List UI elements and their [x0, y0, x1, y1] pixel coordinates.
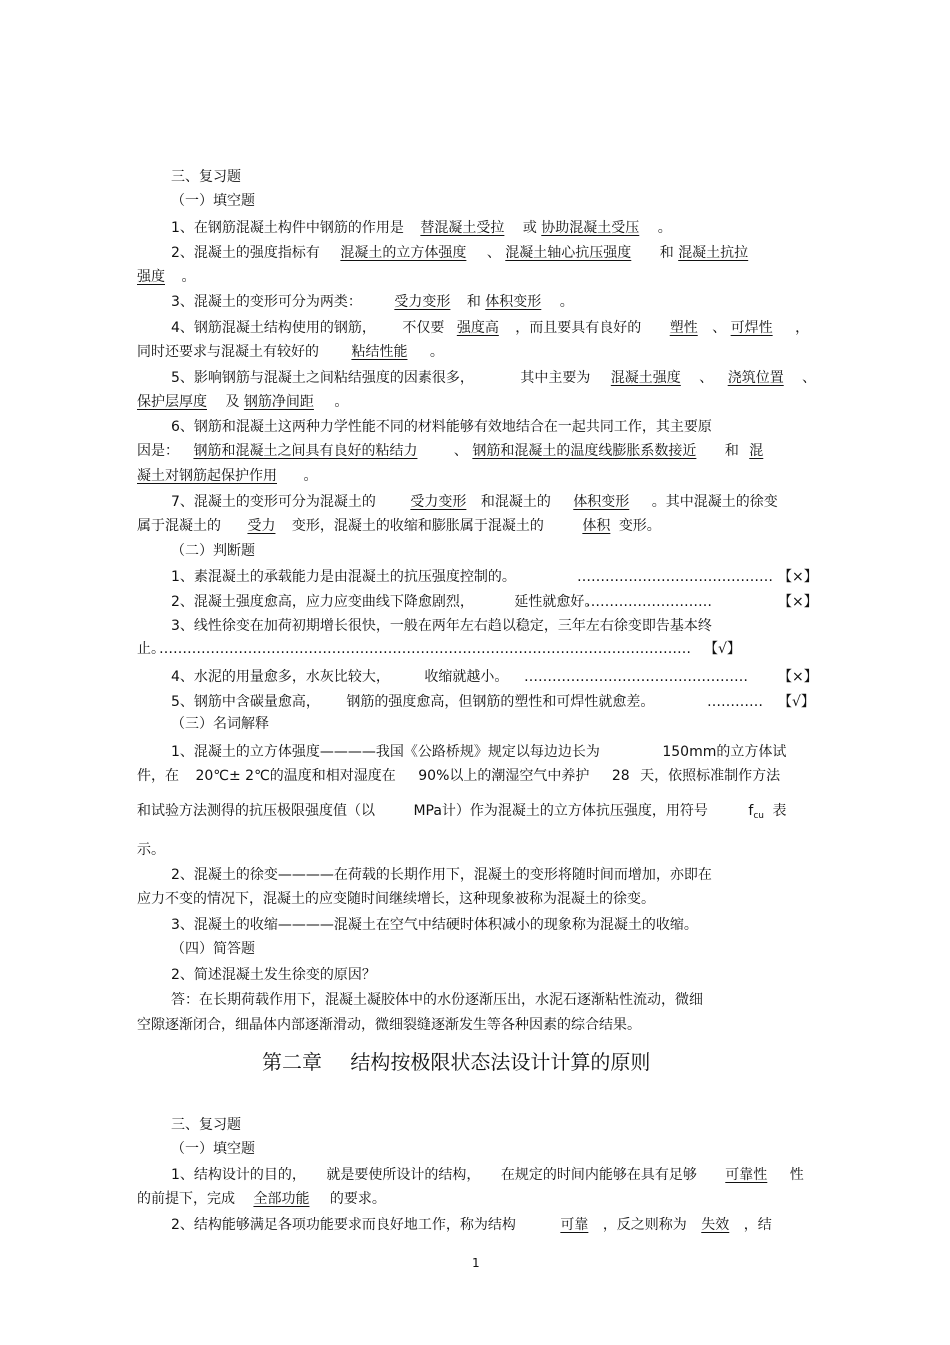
- question-text: 4、钢筋混凝土结构使用的钢筋，: [171, 320, 376, 336]
- judge-text: 钢筋的强度愈高，但钢筋的塑性和可焊性就愈差。: [346, 694, 655, 710]
- question-text: 、: [486, 245, 501, 261]
- question-text: 和: [724, 443, 739, 459]
- term-text: 和试验方法测得的抗压极限强度值（以: [137, 803, 375, 819]
- fill-question-7: [171, 493, 778, 511]
- judge-heading: （二）判断题: [171, 543, 255, 559]
- term-text: 1、混凝土的立方体强度————我国《公路桥规》规定以每边边长为: [171, 744, 600, 760]
- judge-text: 5、钢筋中含碳量愈高，: [171, 694, 320, 710]
- term-text: 28: [611, 768, 630, 784]
- question-text: 、: [712, 320, 727, 336]
- fill-question-4-cont: [137, 343, 444, 361]
- term-text: 20℃± 2℃的温度和相对湿度在: [195, 768, 396, 784]
- question-text: 2、混凝土的强度指标有: [171, 245, 320, 261]
- term-text: MPa计）作为混凝土的立方体抗压强度，用符号: [413, 803, 708, 819]
- judge-text: 4、水泥的用量愈多，水灰比较大，: [171, 669, 390, 685]
- question-text: 就是要使所设计的结构，: [326, 1167, 481, 1183]
- fill-question-2: [171, 244, 756, 262]
- leader-dots: ……………………………………………………………………………………………………: [159, 641, 691, 657]
- answer-blank: 混凝土轴心抗压强度: [505, 245, 632, 261]
- answer-blank: 体积: [582, 518, 611, 534]
- fill-heading: （一）填空题: [171, 193, 255, 209]
- question-text: 同时还要求与混凝土有较好的: [137, 344, 319, 360]
- judge-text: 2、混凝土强度愈高，应力应变曲线下降愈剧烈，: [171, 594, 474, 610]
- judge-item-5: [171, 693, 654, 711]
- question-text: 的前提下，完成: [137, 1191, 235, 1207]
- answer-blank: 体积变形: [485, 294, 542, 310]
- question-text: 属于混凝土的: [137, 518, 221, 534]
- question-text: 。: [657, 220, 672, 236]
- question-text: ，: [795, 320, 810, 336]
- term-text: 90%以上的潮湿空气中养护: [418, 768, 590, 784]
- answer-blank: 保护层厚度: [137, 394, 207, 410]
- leader-dots: ……………………………………: [577, 569, 773, 585]
- judge-item-3-cont: 止。: [137, 641, 165, 657]
- judge-item-1: 1、素混凝土的承载能力是由混凝土的抗压强度控制的。: [171, 569, 516, 585]
- term-text: 表: [772, 803, 787, 819]
- leader-dots: ………………………: [586, 594, 712, 610]
- ch2-fill-question-1-cont: [137, 1190, 386, 1208]
- leader-dots: …………: [707, 694, 763, 710]
- answer-blank: 混: [749, 443, 764, 459]
- question-text: 和: [659, 245, 674, 261]
- fill-question-2-cont: [137, 268, 195, 286]
- answer-blank: 塑性: [669, 320, 698, 336]
- term-2-line-2: 应力不变的情况下，混凝土的应变随时间继续增长，这种现象被称为混凝土的徐变。: [137, 891, 655, 907]
- question-text: 3、混凝土的变形可分为两类：: [171, 294, 362, 310]
- ch2-fill-question-1: [171, 1166, 804, 1184]
- term-text: 150mm的立方体试: [662, 744, 787, 760]
- answer-blank: 可靠性: [725, 1167, 768, 1183]
- short-answer-heading: （四）简答题: [171, 941, 255, 957]
- judge-text: 收缩就越小。: [424, 669, 509, 685]
- judge-mark: 【×】: [778, 669, 818, 685]
- question-text: 因是：: [137, 443, 179, 459]
- term-3-line-1: 3、混凝土的收缩————混凝土在空气中结硬时体积减小的现象称为混凝土的收缩。: [171, 917, 698, 933]
- answer-blank: 混凝土的立方体强度: [340, 245, 467, 261]
- question-text: 或: [522, 220, 537, 236]
- question-text: 。: [334, 394, 349, 410]
- question-text: 不仅要: [402, 320, 445, 336]
- answer-blank: 全部功能: [253, 1191, 310, 1207]
- term-text: 天，依照标准制作方法: [640, 768, 781, 784]
- short-question: 2、简述混凝土发生徐变的原因？: [171, 967, 376, 983]
- question-text: 、: [453, 443, 468, 459]
- fill-question-6-cont: [137, 442, 763, 460]
- answer-blank: 受力变形: [410, 494, 467, 510]
- answer-blank: 协助混凝土受压: [541, 220, 640, 236]
- judge-item-2: [171, 593, 598, 611]
- fill-question-4: [171, 319, 809, 337]
- answer-blank: 受力: [247, 518, 276, 534]
- answer-blank: 浇筑位置: [727, 370, 784, 386]
- question-text: 、: [699, 370, 714, 386]
- answer-blank: 钢筋和混凝土的温度线膨胀系数接近: [472, 443, 697, 459]
- question-text: 。: [429, 344, 444, 360]
- chapter-name: 结构按极限状态法设计计算的原则: [350, 1050, 651, 1074]
- answer-blank: 凝土对钢筋起保护作用: [137, 468, 277, 484]
- answer-blank: 可焊性: [730, 320, 773, 336]
- fill-heading: （一）填空题: [171, 1141, 255, 1157]
- question-text: 。: [559, 294, 574, 310]
- question-text: 在规定的时间内能够在具有足够: [500, 1167, 697, 1183]
- answer-blank: 失效: [701, 1217, 730, 1233]
- page-number: 1: [472, 1256, 480, 1270]
- question-text: 性: [789, 1167, 804, 1183]
- answer-blank: 体积变形: [573, 494, 630, 510]
- term-1-line-4: 示。: [137, 842, 165, 858]
- leader-dots: …………………………………………: [524, 669, 748, 685]
- fill-question-5: [171, 369, 816, 387]
- fill-question-3: [171, 293, 574, 311]
- question-text: 变形，混凝土的收缩和膨胀属于混凝土的: [291, 518, 544, 534]
- question-text: 及: [225, 394, 240, 410]
- question-text: ，反之则称为: [602, 1217, 687, 1233]
- term-1-line-2: [137, 767, 780, 785]
- question-text: 。其中混凝土的徐变: [651, 494, 778, 510]
- symbol-f: f: [748, 803, 754, 819]
- answer-blank: 粘结性能: [351, 344, 408, 360]
- question-text: 1、结构设计的目的，: [171, 1167, 306, 1183]
- judge-text: 延性就愈好。: [514, 594, 599, 610]
- answer-blank: 强度: [137, 269, 165, 285]
- term-1-line-3: [137, 802, 786, 825]
- question-text: 和混凝土的: [480, 494, 551, 510]
- question-text: ，结: [743, 1217, 772, 1233]
- question-text: 2、结构能够满足各项功能要求而良好地工作，称为结构: [171, 1217, 516, 1233]
- question-text: 变形。: [618, 518, 661, 534]
- short-answer-line-1: 答：在长期荷载作用下，混凝土凝胶体中的水份逐渐压出，水泥石逐渐粘性流动，微细: [171, 992, 703, 1008]
- question-text: 5、影响钢筋与混凝土之间粘结强度的因素很多，: [171, 370, 474, 386]
- judge-mark: 【√】: [778, 694, 815, 710]
- answer-blank: 混凝土强度: [610, 370, 681, 386]
- answer-blank: 钢筋和混凝土之间具有良好的粘结力: [193, 443, 418, 459]
- judge-item-4: [171, 668, 508, 686]
- fill-question-7-cont: [137, 517, 661, 535]
- term-text: 件，在: [137, 768, 179, 784]
- answer-blank: 混凝土抗拉: [678, 245, 749, 261]
- term-heading: （三）名词解释: [171, 716, 269, 732]
- answer-blank: 可靠: [560, 1217, 589, 1233]
- answer-blank: 受力变形: [394, 294, 451, 310]
- chapter-title: [262, 1049, 650, 1075]
- term-1-line-1: [171, 743, 786, 761]
- question-text: 。: [303, 468, 318, 484]
- answer-blank: 强度高: [456, 320, 499, 336]
- fill-question-6: 6、钢筋和混凝土这两种力学性能不同的材料能够有效地结合在一起共同工作，其主要原: [171, 419, 712, 435]
- answer-blank: 钢筋净间距: [243, 394, 314, 410]
- question-text: 和: [466, 294, 481, 310]
- short-answer-line-2: 空隙逐渐闭合，细晶体内部逐渐滑动，微细裂缝逐渐发生等各种因素的综合结果。: [137, 1017, 641, 1033]
- fill-question-1: [171, 219, 672, 237]
- question-text: 。: [181, 269, 196, 285]
- question-text: 1、在钢筋混凝土构件中钢筋的作用是: [171, 220, 404, 236]
- chapter-number: 第二章: [262, 1050, 322, 1074]
- ch2-fill-question-2: [171, 1216, 772, 1234]
- section-heading: 三、复习题: [171, 169, 241, 185]
- judge-item-3: 3、线性徐变在加荷初期增长很快，一般在两年左右趋以稳定，三年左右徐变即告基本终: [171, 618, 712, 634]
- judge-mark: 【√】: [704, 641, 741, 657]
- question-text: 的要求。: [329, 1191, 386, 1207]
- answer-blank: 替混凝土受拉: [420, 220, 505, 236]
- term-2-line-1: 2、混凝土的徐变————在荷载的长期作用下，混凝土的变形将随时间而增加，亦即在: [171, 867, 712, 883]
- section-heading: 三、复习题: [171, 1117, 241, 1133]
- question-text: ，而且要具有良好的: [515, 320, 642, 336]
- fill-question-6-cont2: [137, 467, 317, 485]
- question-text: 其中主要为: [520, 370, 591, 386]
- question-text: 7、混凝土的变形可分为混凝土的: [171, 494, 376, 510]
- symbol-subscript: cu: [753, 811, 764, 821]
- question-text: 、: [802, 370, 817, 386]
- judge-mark: 【×】: [778, 569, 818, 585]
- judge-mark: 【×】: [778, 594, 818, 610]
- fill-question-5-cont: [137, 393, 348, 411]
